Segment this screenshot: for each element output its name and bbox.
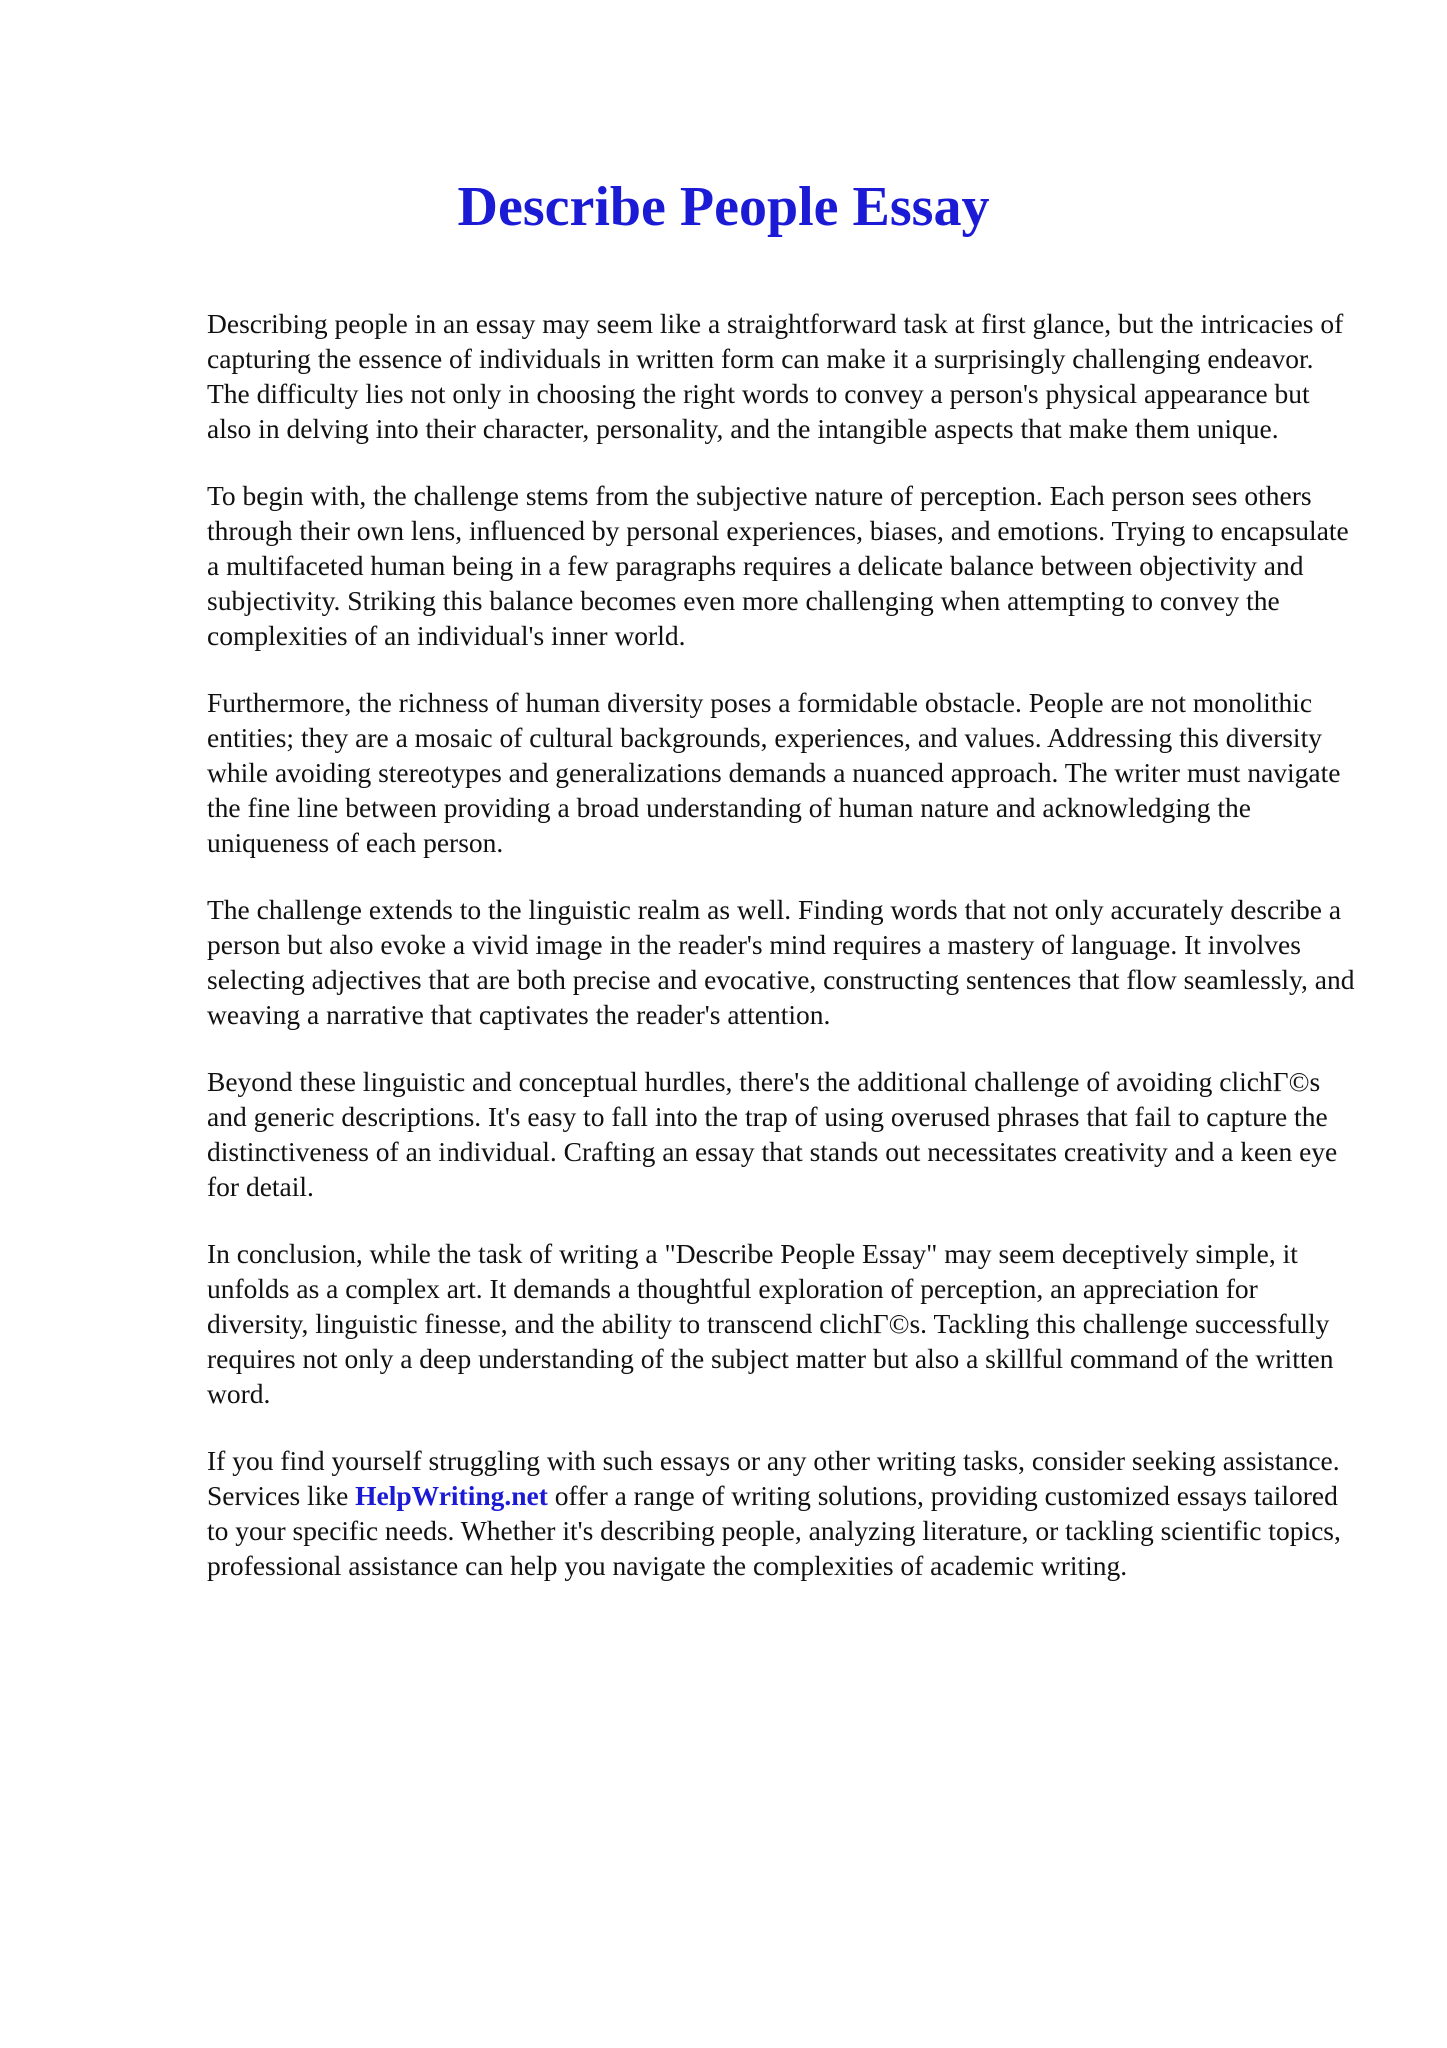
paragraph-3: Furthermore, the richness of human diversity poses a formidable obstacle. People are not monolithic entities; they are a mosaic of cultural backgrounds, experiences, and values. Addressing this diversity while avoiding stereotypes and generalizations demands a nuanced approach. The writer must navigate the fine line between providing a broad understanding of human nature and acknowledging the uniqueness of each person. xyxy=(207,687,1341,858)
paragraph-5: Beyond these linguistic and conceptual hurdles, there's the additional challenge of avoiding clichΓ©s and generic descriptions. It's easy to fall into the trap of using overused phrases that fail to capture the distinctiveness of an individual. Crafting an essay that stands out necessitates creativity and a keen eye for detail. xyxy=(207,1066,1338,1202)
paragraph-1: Describing people in an essay may seem like a straightforward task at first glance, but the intricacies of capturing the essence of individuals in written form can make it a surprisingly challenging endeavor. The difficulty lies not only in choosing the right words to convey a person's physical appearance but also in delving into their character, personality, and the intangible aspects that make them unique. xyxy=(207,308,1344,444)
paragraph-7-after-link: offer a range of writing solutions, providing customized essays tailored to your specific needs. Whether it's describing people, analyzing literature, or tackling scientific topics, professional assistance can help you navigate the complexities of academic writing. xyxy=(207,1480,1341,1581)
paragraph-6: In conclusion, while the task of writing a "Describe People Essay" may seem deceptively simple, it unfolds as a complex art. It demands a thoughtful exploration of perception, an appreciation for diversity, linguistic finesse, and the ability to transcend clichΓ©s. Tackling this challenge successfully requires not only a deep understanding of the subject matter but also a skillful command of the written word. xyxy=(207,1238,1334,1409)
helpwriting-link[interactable]: HelpWriting.net xyxy=(355,1480,548,1511)
paragraph-7-before-link: If you find yourself struggling with such essays or any other writing tasks, consider seeking assistance. Services like xyxy=(207,1445,1340,1511)
paragraph-2: To begin with, the challenge stems from the subjective nature of perception. Each person sees others through their own lens, influenced by personal experiences, biases, and emotions. Trying to encapsulate a multifaceted human being in a few paragraphs requires a delicate balance between objectivity and subjectivity. Striking this balance becomes even more challenging when attempting to convey the complexities of an individual's inner world. xyxy=(207,480,1349,651)
paragraph-4: The challenge extends to the linguistic realm as well. Finding words that not only accurately describe a person but also evoke a vivid image in the reader's mind requires a mastery of language. It involves selecting adjectives that are both precise and evocative, constructing sentences that flow seamlessly, and weaving a narrative that captivates the reader's attention. xyxy=(207,894,1355,1030)
essay-body xyxy=(207,306,1357,1615)
page-title: Describe People Essay xyxy=(457,176,990,238)
paragraph-7 xyxy=(207,1443,1357,1583)
